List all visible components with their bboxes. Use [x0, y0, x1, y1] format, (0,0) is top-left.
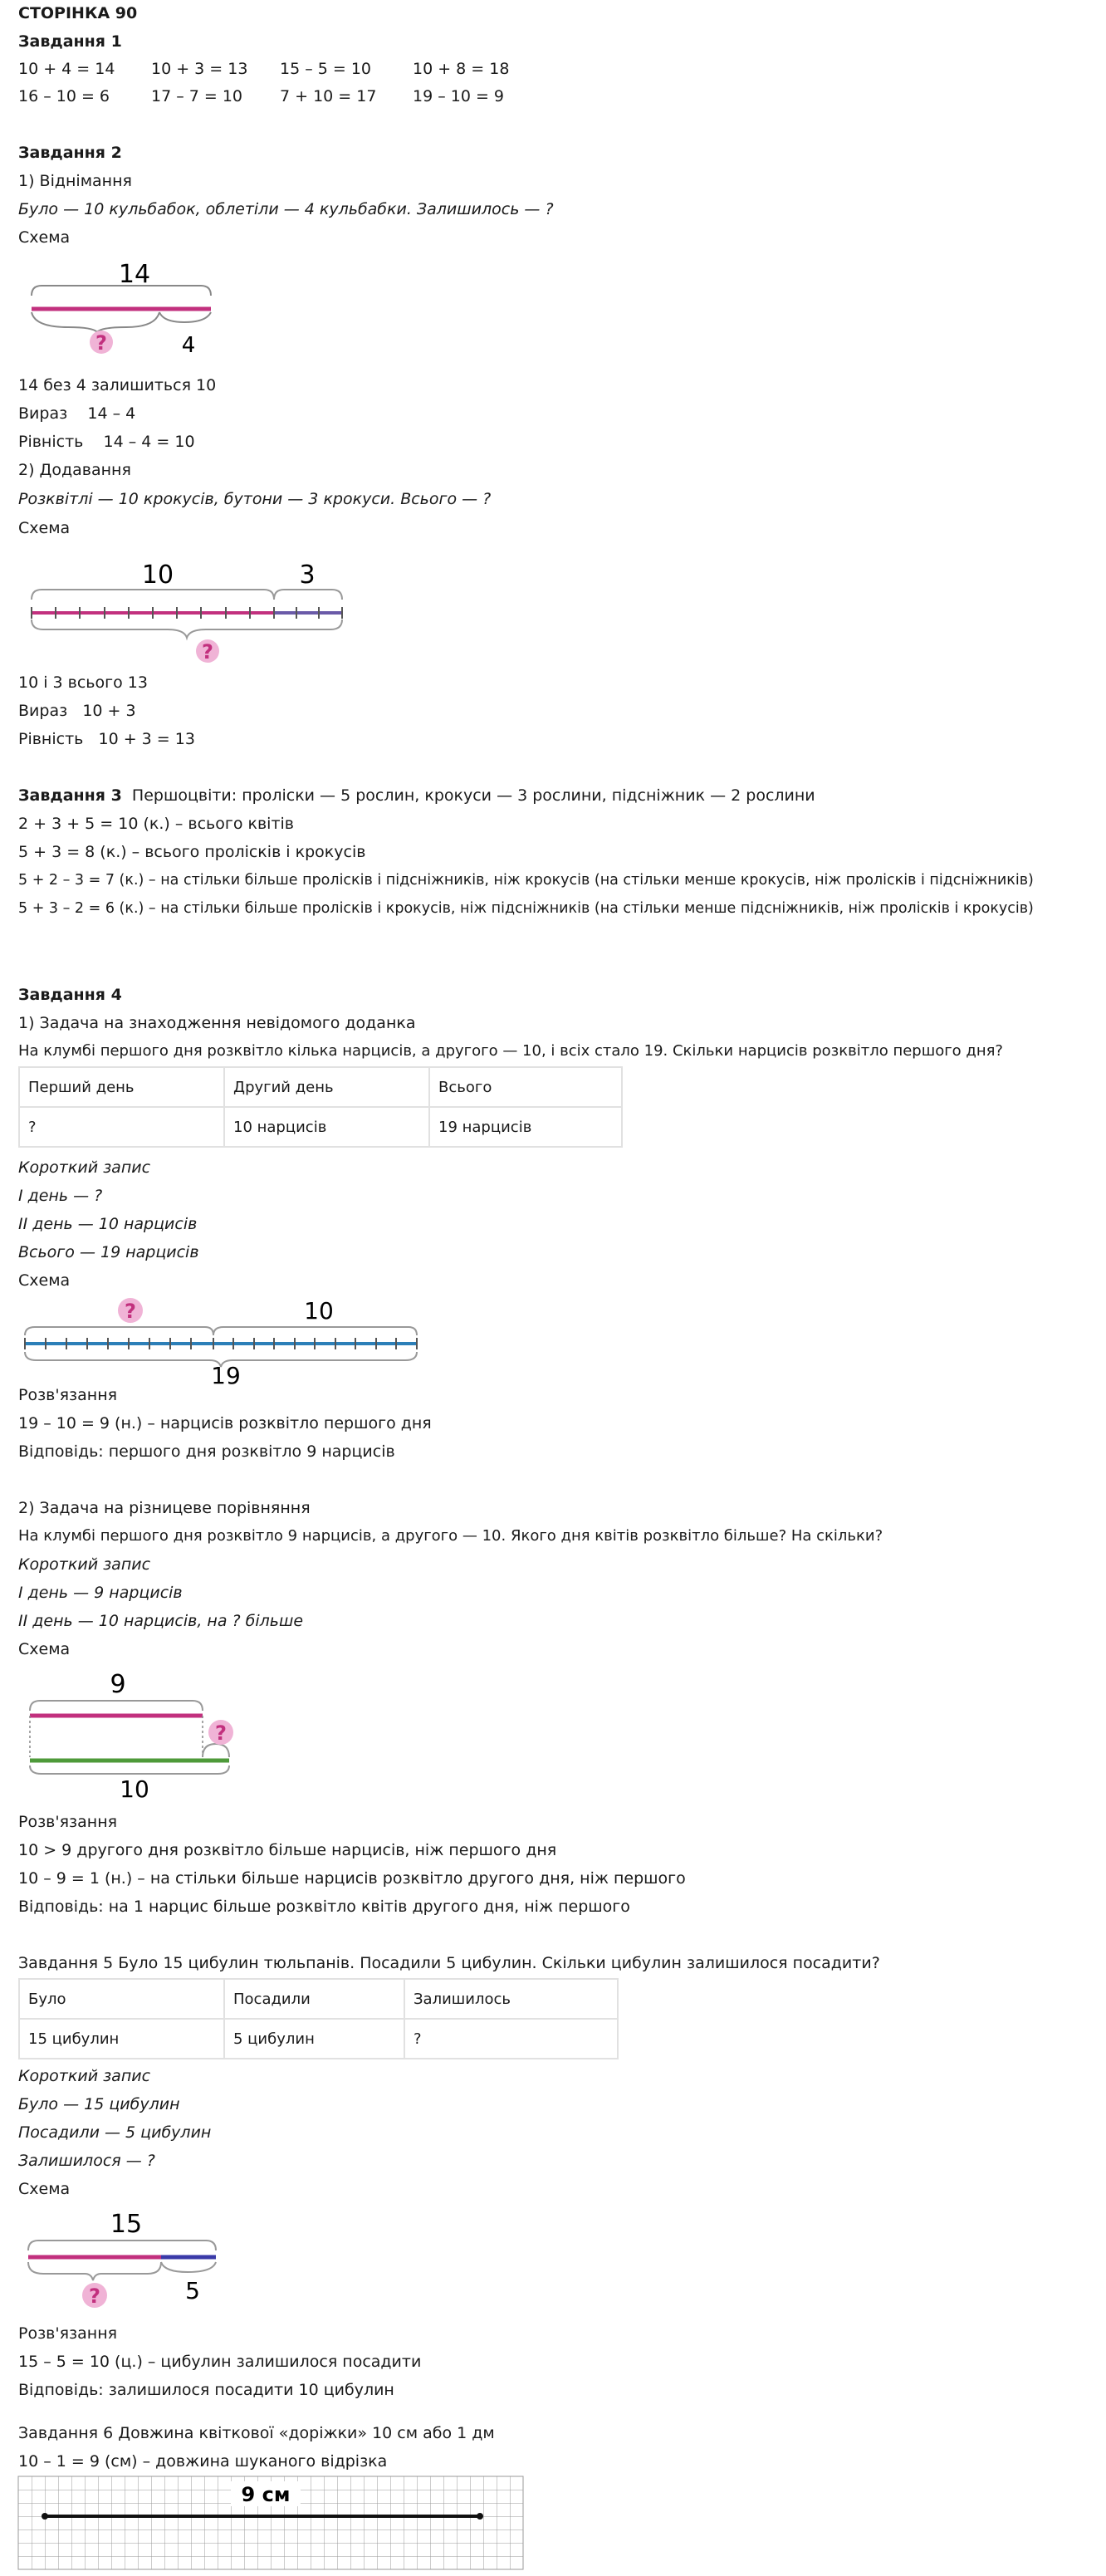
table-cell: Всього [429, 1067, 622, 1107]
task4-solution-label: Розв'язання [18, 1386, 118, 1404]
task4-short-label: Короткий запис [18, 1158, 151, 1177]
segment-end-point [477, 2513, 483, 2520]
label-total: 14 [118, 260, 151, 289]
task4-short-2: ІІ день — 10 нарцисів [18, 1215, 198, 1233]
label-unknown: ? [202, 640, 213, 664]
equation: 17 – 7 = 10 [151, 87, 243, 105]
expr-value: 14 – 4 [87, 404, 136, 423]
task2-part2-scheme-label: Схема [18, 519, 71, 537]
task5-short-3: Залишилося — ? [18, 2152, 155, 2170]
task4-part1-problem: На клумбі першого дня розквітло кілька нарцисів, а другого — 10, і всіх стало 19. Скільки нарцисів розквітло першого дня? [18, 1042, 1003, 1060]
task3-line-1: 2 + 3 + 5 = 10 (к.) – всього квітів [18, 815, 295, 833]
task4-answer: Відповідь: першого дня розквітло 9 нарцисів [18, 1442, 395, 1461]
task5-short-label: Короткий запис [18, 2067, 151, 2085]
task4-part2-answer: Відповідь: на 1 нарцис більше розквітло квітів другого дня, ніж першого [18, 1898, 630, 1916]
brace-total [32, 620, 342, 638]
task4-part2-short-label: Короткий запис [18, 1555, 151, 1574]
brace-unknown [32, 312, 159, 332]
task3-intro: Першоцвіти: проліски — 5 рослин, крокуси — 3 рослини, підсніжник — 2 рослини [131, 786, 815, 805]
task5-short-2: Посадили — 5 цибулин [18, 2123, 212, 2142]
equation: 10 + 4 = 14 [18, 60, 115, 78]
label-total: 19 [211, 1362, 241, 1389]
table-row [19, 1067, 622, 1107]
task2-part2-equality [18, 729, 195, 749]
task2-part1-expression [18, 404, 135, 424]
brace-b [274, 590, 342, 600]
brace-total [28, 2241, 216, 2250]
task6-line: 10 – 1 = 9 (см) – довжина шуканого відрізка [18, 2452, 388, 2471]
brace-top [30, 1701, 203, 1711]
task4-heading: Завдання 4 [18, 986, 122, 1004]
table-cell: 15 цибулин [19, 2019, 224, 2059]
table-row [19, 1107, 622, 1147]
task4-part2-title: 2) Задача на різницеве порівняння [18, 1499, 311, 1517]
equation: 16 – 10 = 6 [18, 87, 110, 105]
task3-heading: Завдання 3 [18, 786, 122, 805]
task3-line-2: 5 + 3 = 8 (к.) – всього пролісків і крокусів [18, 843, 366, 861]
task6-heading: Завдання 6 Довжина квіткової «доріжки» 10 см або 1 дм [18, 2424, 495, 2442]
task4-part2-solution-1: 10 > 9 другого дня розквітло більше нарцисів, ніж першого дня [18, 1841, 557, 1859]
brace-bottom [30, 1765, 229, 1774]
brace-unknown [28, 2262, 161, 2280]
task4-part2-problem: На клумбі першого дня розквітло 9 нарцисів, а другого — 10. Якого дня квітів розквітло більше? На скільки? [18, 1527, 883, 1545]
scheme-diagram-subtraction [18, 249, 251, 365]
task4-part2-short-1: І день — 9 нарцисів [18, 1584, 183, 1602]
table-cell: Посадили [224, 1979, 404, 2019]
task6-grid-drawing [18, 2476, 533, 2572]
scheme-diagram-task5 [18, 2202, 251, 2319]
task5-solution-label: Розв'язання [18, 2324, 118, 2343]
label-b: 3 [299, 561, 316, 590]
task1-heading: Завдання 1 [18, 32, 122, 51]
table-cell: 10 нарцисів [224, 1107, 429, 1147]
table-row [19, 1979, 618, 2019]
brace-part [213, 1327, 417, 1335]
expr-label: Вираз [18, 404, 68, 423]
task2-part1-title: 1) Віднімання [18, 172, 132, 190]
label-bottom: 10 [120, 1775, 149, 1803]
label-unknown: ? [95, 331, 107, 355]
label-unknown: ? [89, 2285, 100, 2308]
expr-label: Вираз [18, 702, 68, 720]
label-part: 10 [304, 1297, 334, 1325]
task2-part1-equality [18, 432, 195, 452]
task2-part2-title: 2) Додавання [18, 461, 131, 479]
scheme-diagram-unknown-addend [18, 1292, 433, 1392]
eq-label: Рівність [18, 433, 84, 451]
page-title: СТОРІНКА 90 [18, 4, 138, 22]
table-cell: ? [19, 1107, 224, 1147]
eq-value: 10 + 3 = 13 [98, 730, 195, 748]
label-a: 10 [141, 561, 174, 590]
task2-part2-expression [18, 701, 136, 721]
eq-label: Рівність [18, 730, 84, 748]
label-unknown: ? [215, 1721, 227, 1745]
task2-part1-problem: Було — 10 кульбабок, облетіли — 4 кульбабки. Залишилось — ? [18, 200, 554, 218]
table-cell: ? [404, 2019, 618, 2059]
task2-part1-result: 14 без 4 залишиться 10 [18, 376, 217, 394]
equation: 10 + 3 = 13 [151, 60, 248, 78]
brace-part [161, 2262, 216, 2272]
task4-part2-scheme-label: Схема [18, 1640, 71, 1658]
task1-row1 [18, 59, 509, 79]
brace-part [159, 312, 211, 322]
task4-table [18, 1066, 623, 1148]
task4-short-3: Всього — 19 нарцисів [18, 1243, 199, 1261]
task2-part2-problem: Розквітлі — 10 крокусів, бутони — 3 крокуси. Всього — ? [18, 490, 492, 508]
label-unknown: ? [125, 1300, 136, 1323]
task4-part2-short-2: ІІ день — 10 нарцисів, на ? більше [18, 1612, 304, 1630]
label-part: 5 [185, 2277, 200, 2304]
task4-scheme-label: Схема [18, 1271, 71, 1290]
task5-heading: Завдання 5 Було 15 цибулин тюльпанів. Посадили 5 цибулин. Скільки цибулин залишилося посадити? [18, 1954, 880, 1972]
brace-difference [203, 1744, 229, 1757]
equation: 7 + 10 = 17 [280, 87, 377, 105]
table-cell: 19 нарцисів [429, 1107, 622, 1147]
task5-solution: 15 – 5 = 10 (ц.) – цибулин залишилося посадити [18, 2353, 422, 2371]
task3-heading-line [18, 786, 815, 806]
task5-scheme-label: Схема [18, 2180, 71, 2198]
segment-start-point [42, 2513, 48, 2520]
scheme-diagram-addition [18, 548, 400, 673]
task1-row2 [18, 86, 504, 106]
table-cell: Другий день [224, 1067, 429, 1107]
task5-table [18, 1978, 619, 2059]
task5-answer: Відповідь: залишилося посадити 10 цибулин [18, 2381, 394, 2399]
table-cell: Залишилось [404, 1979, 618, 2019]
equation: 19 – 10 = 9 [413, 87, 505, 105]
task4-part2-solution-label: Розв'язання [18, 1813, 118, 1831]
task3-line-4: 5 + 3 – 2 = 6 (к.) – на стільки більше пролісків і крокусів, ніж підсніжників (на стільки менше підсніжників, ніж пролісків і крокусів) [18, 900, 1034, 917]
table-cell: Перший день [19, 1067, 224, 1107]
task5-short-1: Було — 15 цибулин [18, 2095, 180, 2113]
segment-label: 9 см [241, 2483, 291, 2506]
table-cell: 5 цибулин [224, 2019, 404, 2059]
table-row [19, 2019, 618, 2059]
label-top: 9 [110, 1670, 126, 1699]
equation: 15 – 5 = 10 [280, 60, 372, 78]
equation: 10 + 8 = 18 [413, 60, 510, 78]
expr-value: 10 + 3 [82, 702, 136, 720]
task2-part2-result: 10 і 3 всього 13 [18, 673, 148, 692]
task2-heading: Завдання 2 [18, 144, 122, 162]
label-total: 15 [110, 2210, 143, 2239]
brace-unknown [25, 1327, 213, 1335]
task4-short-1: І день — ? [18, 1187, 103, 1205]
eq-value: 14 – 4 = 10 [103, 433, 195, 451]
task4-solution: 19 – 10 = 9 (н.) – нарцисів розквітло першого дня [18, 1414, 432, 1432]
brace-a [32, 590, 274, 600]
label-part: 4 [181, 333, 196, 358]
task4-part2-solution-2: 10 – 9 = 1 (н.) – на стільки більше нарцисів розквітло другого дня, ніж першого [18, 1869, 686, 1888]
table-cell: Було [19, 1979, 224, 2019]
scheme-diagram-comparison [18, 1664, 267, 1803]
task2-part1-scheme-label: Схема [18, 228, 71, 247]
task3-line-3: 5 + 2 – 3 = 7 (к.) – на стільки більше пролісків і підсніжників, ніж крокусів (на стільки менше крокусів, ніж пролісків і підсніжників) [18, 872, 1034, 889]
task4-part1-title: 1) Задача на знаходження невідомого доданка [18, 1014, 416, 1032]
